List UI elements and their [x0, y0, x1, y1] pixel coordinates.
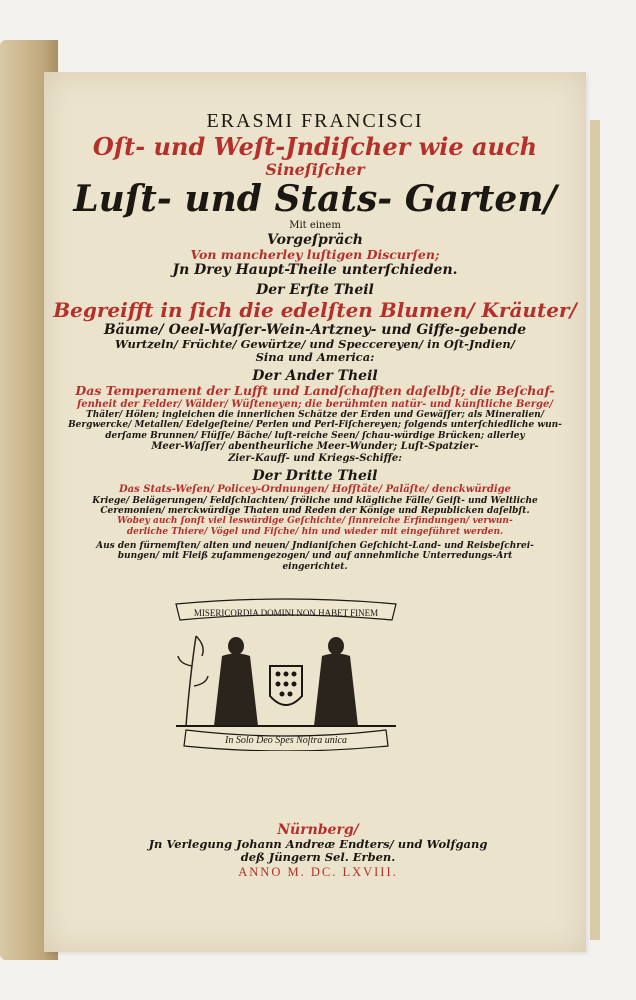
part2-line-6: Meer-Waſſer/ abentheurliche Meer-Wunder; Luſt-Spatzier- — [151, 441, 479, 453]
printer-emblem — [166, 596, 406, 751]
part2-line-7: Zier-Kauff- und Kriegs-Schiffe: — [228, 452, 402, 464]
drey-theile-line: Jn Drey Haupt-Theile unterſchieden. — [172, 262, 458, 279]
part2-line-5: derſame Brunnen/ Flüſſe/ Bäche/ luſt-reiche Seen/ ſchau-würdige Brücken; allerley — [105, 430, 525, 441]
part1-heading: Der Erſte Theil — [256, 282, 374, 299]
emblem-bottom-motto: In Solo Deo Spes Noſtra unica — [225, 735, 347, 746]
part3-heading: Der Dritte Theil — [252, 468, 378, 485]
part2-line-2: fenheit der Felder/ Wälder/ Wüſteneyen; die berühmten natür- und künſtliche Berge/ — [76, 398, 553, 410]
emblem-top-motto: MISERICORDIA DOMINI NON HABET FINEM — [193, 608, 379, 618]
part3-line-5: derliche Thiere/ Vögel und Fiſche/ hin und wieder mit eingeführet werden. — [126, 526, 504, 537]
discursen-line: Von mancherley luſtigen Discurſen; — [190, 246, 440, 262]
place-line: Nürnberg/ — [277, 822, 359, 838]
title-line-3: Luſt- und Stats- Garten/ — [73, 177, 557, 220]
source-line-1: Aus den fürnemſten/ alten und neuen/ Jndianiſchen Geſchicht-Land- und Reisbeſchrei- — [96, 541, 534, 552]
publisher-line-1: Jn Verlegung Johann Andreæ Endters/ und Wolfgang — [148, 837, 488, 852]
part2-line-1: Das Temperament der Lufft und Landſchafften daſelbſt; die Beſchaf- — [75, 383, 555, 399]
part1-line-4: Sina und America: — [255, 349, 375, 364]
part3-line-4: Wobey auch ſonſt viel leswürdige Geſchichte/ ſinnreiche Erfindungen/ verwun- — [117, 516, 513, 527]
imprint — [0, 822, 636, 879]
part3-line-1: Das Stats-Weſen/ Policey-Ordnungen/ Hofſtäte/ Paläſte/ denckwürdige — [118, 484, 512, 496]
part3-line-2: Kriege/ Belägerungen/ Feldſchlachten/ fröliche und klägliche Fälle/ Geiſt- und Weltliche — [92, 495, 538, 506]
page-edge — [590, 120, 600, 940]
title-line-2: Sineſiſcher — [265, 159, 365, 179]
title-line-1: Oſt- und Weſt-Jndiſcher wie auch — [92, 132, 538, 161]
part3-line-3: Ceremonien/ merckwürdige Thaten und Reden der Könige und Republicken daſelbſt. — [100, 506, 530, 516]
part2-line-3: Thäler/ Hölen; ingleichen die innerlichen Schätze der Erden und Gewäſſer; als Mineralien/ — [86, 410, 544, 421]
title-page-text — [44, 110, 586, 572]
vorgesprach: Vorgeſpräch — [267, 231, 363, 248]
publisher-line-2: deß Jüngern Sel. Erben. — [240, 850, 396, 865]
part2-heading: Der Ander Theil — [252, 368, 378, 385]
source-line-3: eingerichtet. — [282, 561, 348, 572]
part1-line-3: Wurtzeln/ Früchte/ Gewürtze/ und Speccereyen/ in Oſt-Jndien/ — [115, 336, 515, 351]
part1-line-2: Bäume/ Oeel-Waſſer-Wein-Artzney- und Giffe-gebende — [103, 321, 527, 338]
part1-line-1: Begreifft in ſich die edelſten Blumen/ Kräuter/ — [53, 297, 577, 322]
date-line: ANNO M. DC. LXVIII. — [238, 864, 398, 879]
author-line: ERASMI FRANCISCI — [206, 110, 424, 132]
source-line-2: bungen/ mit Fleiß zuſammengezogen/ und auf annehmliche Unterredungs-Art — [117, 551, 513, 562]
mit-einem: Mit einem — [289, 220, 341, 232]
title-page — [44, 72, 586, 952]
part2-line-4: Bergwercke/ Metallen/ Edelgeſteine/ Perlen und Perl-Fiſchereyen; folgends unterſchiedliche wun- — [68, 420, 562, 431]
